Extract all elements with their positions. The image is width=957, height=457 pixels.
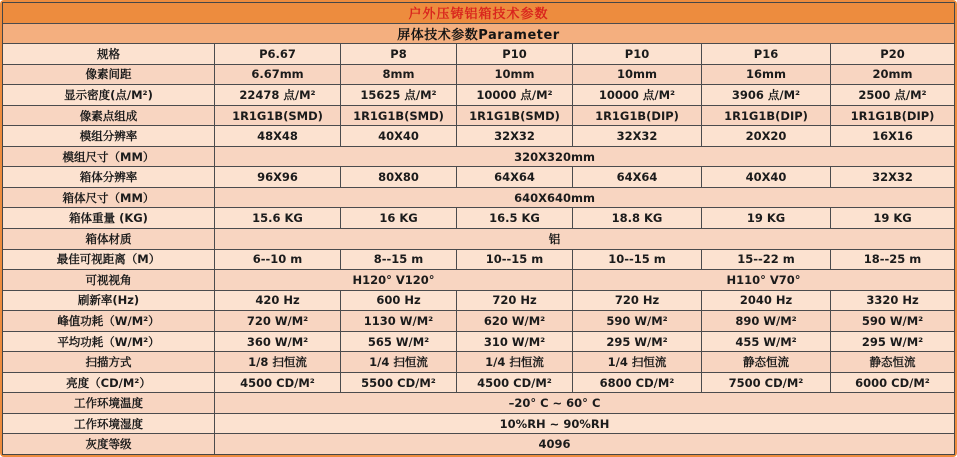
cell-value: 620 W/M²: [456, 311, 572, 331]
cell-value: 5500 CD/M²: [340, 373, 456, 393]
row-label: 显示密度(点/M²): [64, 87, 153, 102]
table-row-average-power: [3, 331, 954, 352]
cell-value: 1R1G1B(SMD): [214, 106, 340, 126]
cell-value: 10000 点/M²: [456, 85, 572, 105]
cell-value: 420 Hz: [214, 291, 340, 311]
cell-value: 32X32: [456, 126, 572, 146]
table-subtitle-bar: [3, 23, 954, 44]
cell-value: 2040 Hz: [701, 291, 830, 311]
cell-value: 4500 CD/M²: [214, 373, 340, 393]
row-label: 峰值功耗（W/M²）: [57, 313, 160, 328]
cell-value: 48X48: [214, 126, 340, 146]
row-label: 扫描方式: [85, 355, 132, 370]
cell-value: 6800 CD/M²: [572, 373, 701, 393]
cell-value: 1R1G1B(DIP): [830, 106, 954, 126]
cell-value: P16: [701, 44, 830, 64]
cell-value: P8: [340, 44, 456, 64]
cell-value: 8mm: [340, 65, 456, 85]
table-row-module-resolution: [3, 125, 954, 146]
row-label: 最佳可视距离（M）: [56, 252, 161, 267]
cell-value: 600 Hz: [340, 291, 456, 311]
table-row-viewing-distance: [3, 249, 954, 270]
row-label: 刷新率(Hz): [77, 293, 140, 308]
cell-value: 16 KG: [340, 208, 456, 228]
cell-value: P10: [456, 44, 572, 64]
cell-value: 19 KG: [830, 208, 954, 228]
row-label: 工作环境湿度: [74, 416, 143, 431]
cell-value: 22478 点/M²: [214, 85, 340, 105]
table-row-cabinet-resolution: [3, 166, 954, 187]
cell-value: 10--15 m: [572, 250, 701, 270]
cell-value: 64X64: [456, 167, 572, 187]
cell-value-merged-right: H110° V70°: [572, 270, 954, 290]
table-row-operating-temperature: [3, 392, 954, 413]
cell-value-merged: 铝: [214, 229, 954, 249]
cell-value: 1/4 扫恒流: [456, 352, 572, 372]
row-label: 像素间距: [85, 67, 132, 82]
cell-value: 15--22 m: [701, 250, 830, 270]
cell-value: 295 W/M²: [830, 332, 954, 352]
row-label: 箱体分辨率: [79, 170, 138, 185]
row-label: 箱体重量 (KG): [69, 211, 148, 226]
cell-value: 40X40: [701, 167, 830, 187]
row-label: 灰度等级: [85, 437, 132, 452]
cell-value: 18--25 m: [830, 250, 954, 270]
cell-value: 1/8 扫恒流: [214, 352, 340, 372]
table-row-operating-humidity: [3, 413, 954, 434]
cell-value-merged: 320X320mm: [214, 147, 954, 167]
cell-value: P6.67: [214, 44, 340, 64]
cell-value: 20X20: [701, 126, 830, 146]
cell-value: 10--15 m: [456, 250, 572, 270]
table-subtitle: 屏体技术参数Parameter: [397, 27, 560, 43]
table-row-module-size: [3, 146, 954, 167]
cell-value: 16.5 KG: [456, 208, 572, 228]
cell-value: 10mm: [456, 65, 572, 85]
row-label: 模组尺寸（MM）: [62, 149, 155, 164]
cell-value: 静态恒流: [830, 352, 954, 372]
cell-value: 40X40: [340, 126, 456, 146]
cell-value: 15625 点/M²: [340, 85, 456, 105]
row-label: 箱体材质: [85, 231, 132, 246]
cell-value: 1R1G1B(DIP): [701, 106, 830, 126]
cell-value: 3906 点/M²: [701, 85, 830, 105]
cell-value: 静态恒流: [701, 352, 830, 372]
cell-value: 6000 CD/M²: [830, 373, 954, 393]
table-row-cabinet-material: [3, 228, 954, 249]
cell-value: 80X80: [340, 167, 456, 187]
cell-value: 1R1G1B(SMD): [340, 106, 456, 126]
table-title-bar: [3, 3, 954, 23]
cell-value: 720 Hz: [456, 291, 572, 311]
table-row-scan-mode: [3, 351, 954, 372]
cell-value: 10mm: [572, 65, 701, 85]
table-row-viewing-angle: [3, 269, 954, 290]
row-label: 亮度（CD/M²）: [66, 375, 151, 390]
table-row-cabinet-weight: [3, 207, 954, 228]
row-label: 模组分辨率: [79, 129, 138, 144]
cell-value: 455 W/M²: [701, 332, 830, 352]
cell-value: 6.67mm: [214, 65, 340, 85]
cell-value: 32X32: [830, 167, 954, 187]
cell-value-merged: 10%RH ~ 90%RH: [214, 414, 954, 434]
cell-value: 20mm: [830, 65, 954, 85]
cell-value: 4500 CD/M²: [456, 373, 572, 393]
spec-table: [2, 2, 955, 455]
cell-value: 8--15 m: [340, 250, 456, 270]
table-row-brightness: [3, 372, 954, 393]
cell-value: 1R1G1B(DIP): [572, 106, 701, 126]
table-row-pixel-pitch: [3, 64, 954, 85]
row-label: 平均功耗（W/M²）: [57, 334, 160, 349]
row-label: 工作环境温度: [74, 396, 143, 411]
cell-value: 720 Hz: [572, 291, 701, 311]
cell-value-merged: 4096: [214, 434, 954, 454]
cell-value: 295 W/M²: [572, 332, 701, 352]
cell-value: 1R1G1B(SMD): [456, 106, 572, 126]
cell-value: P20: [830, 44, 954, 64]
cell-value-merged: –20° C ~ 60° C: [214, 393, 954, 413]
cell-value: 310 W/M²: [456, 332, 572, 352]
cell-value: 590 W/M²: [572, 311, 701, 331]
cell-value: 360 W/M²: [214, 332, 340, 352]
table-row-cabinet-size: [3, 187, 954, 208]
table-row-pixel-config: [3, 105, 954, 126]
cell-value-merged-left: H120° V120°: [214, 270, 572, 290]
cell-value: 720 W/M²: [214, 311, 340, 331]
table-row-pixel-density: [3, 84, 954, 105]
row-label: 规格: [97, 46, 120, 61]
cell-value-merged: 640X640mm: [214, 188, 954, 208]
cell-value: 15.6 KG: [214, 208, 340, 228]
cell-value: 64X64: [572, 167, 701, 187]
row-label: 箱体尺寸（MM）: [62, 190, 155, 205]
cell-value: 590 W/M²: [830, 311, 954, 331]
row-label: 可视视角: [85, 272, 132, 287]
cell-value: 96X96: [214, 167, 340, 187]
row-label: 像素点组成: [79, 108, 138, 123]
cell-value: 6--10 m: [214, 250, 340, 270]
cell-value: 3320 Hz: [830, 291, 954, 311]
table-row-peak-power: [3, 310, 954, 331]
table-row-gray-scale: [3, 433, 954, 454]
table-title: 户外压铸铝箱技术参数: [408, 7, 549, 23]
cell-value: 565 W/M²: [340, 332, 456, 352]
cell-value: 7500 CD/M²: [701, 373, 830, 393]
cell-value: 19 KG: [701, 208, 830, 228]
cell-value: 1/4 扫恒流: [340, 352, 456, 372]
cell-value: 32X32: [572, 126, 701, 146]
cell-value: 10000 点/M²: [572, 85, 701, 105]
cell-value: 16X16: [830, 126, 954, 146]
cell-value: 1/4 扫恒流: [572, 352, 701, 372]
cell-value: 890 W/M²: [701, 311, 830, 331]
cell-value: 1130 W/M²: [340, 311, 456, 331]
cell-value: 2500 点/M²: [830, 85, 954, 105]
cell-value: 18.8 KG: [572, 208, 701, 228]
cell-value: 16mm: [701, 65, 830, 85]
table-row-spec: [3, 43, 954, 64]
table-row-refresh-rate: [3, 290, 954, 311]
cell-value: P10: [572, 44, 701, 64]
